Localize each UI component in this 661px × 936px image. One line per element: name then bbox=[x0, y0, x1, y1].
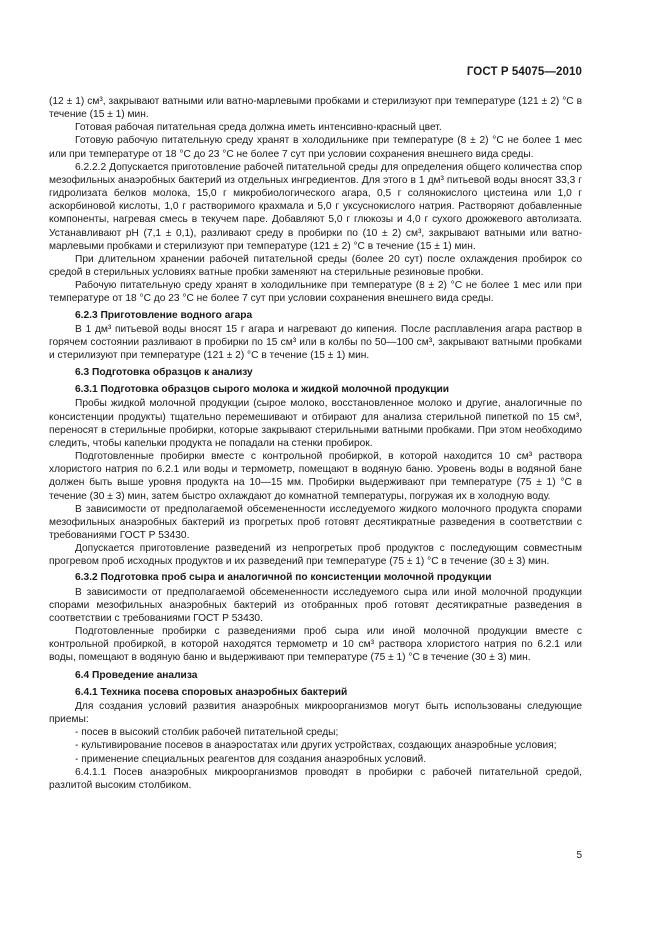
paragraph: - применение специальных реагентов для создания анаэробных условий. bbox=[75, 753, 427, 765]
paragraph: Пробы жидкой молочной продукции (сырое молоко, восстановленное молоко и другие, аналогичные по консистенции продукты) тщательно перемешивают и отбирают для анализа стерильной пипеткой по 15 см³, переносят в стерильные пробирки, которые закрывают стерильными ватными пробками. При этом необходимо следить, чтобы капельки продукта не попадали на стенки пробирок. bbox=[49, 398, 582, 449]
document-header: ГОСТ Р 54075—2010 bbox=[466, 66, 582, 78]
section-heading: 6.3.1 Подготовка образцов сырого молока и жидкой молочной продукции bbox=[75, 384, 450, 396]
section-heading: 6.2.3 Приготовление водного агара bbox=[75, 309, 253, 321]
paragraph: Подготовленные пробирки вместе с контрольной пробиркой, в которой находится 10 см³ раствора хлористого натрия по 6.2.1 или воды и термометр, помещают в водяную баню. Уровень воды в водяной бане должен быть выше уровня продукта на 10—15 мм. Пробирки выдерживают при температуре (75 ± 1) °С в течение (30 ± 3) мин, затем быстро охлаждают до комнатной температуры, погружая их в холодную воду. bbox=[49, 451, 582, 502]
section-heading: 6.4 Проведение анализа bbox=[75, 669, 198, 681]
paragraph: Готовая рабочая питательная среда должна иметь интенсивно-красный цвет. bbox=[75, 122, 442, 134]
section-heading: 6.3.2 Подготовка проб сыра и аналогичной по консистенции молочной продукции bbox=[75, 572, 492, 584]
paragraph: (12 ± 1) см³, закрывают ватными или ватно-марлевыми пробками и стерилизуют при температуре (121 ± 2) °С в течение (15 ± 1) мин. bbox=[49, 96, 582, 121]
paragraph: Готовую рабочую питательную среду хранят в холодильнике при температуре (8 ± 2) °С не более 1 мес или при температуре от 18 °С до 23 °С не более 7 сут при условии сохранения внешнего вида среды. bbox=[49, 135, 582, 160]
document-body bbox=[49, 95, 582, 792]
paragraph: В зависимости от предполагаемой обсемененности исследуемого жидкого молочного продукта спорами мезофильных анаэробных бактерий из прогретых проб готовят десятикратные разведения в соответствии с требованиями ГОСТ Р 53430. bbox=[49, 503, 582, 541]
paragraph: 6.2.2.2 Допускается приготовление рабочей питательной среды для определения общего количества спор мезофильных анаэробных бактерий из отдельных ингредиентов. Для этого в 1 дм³ питьевой воды вносят 33,3 г гидролизата белков молока, 15,0 г микробиологического агара, 0,5 г солянокислого цистеина или 1,0 г аскорбиновой кислоты, 1,0 г растворимого крахмала и 5,0 г уксуснокислого натрия. Растворяют добавленные компоненты, нагревая смесь в текучем паре. Добавляют 5,0 г глюкозы и 4,0 г сухого дрожжевого автолизата. Устанавливают рН (7,1 ± 0,1), разливают среду в пробирки по (10 ± 2) см³, закрывают ватными или ватно-марлевыми пробками и стерилизуют при температуре (121 ± 2) °С в течение (15 ± 1) мин. bbox=[49, 161, 582, 252]
paragraph: - культивирование посевов в анаэростатах или других устройствах, создающих анаэробные условия; bbox=[75, 740, 557, 752]
paragraph: Допускается приготовление разведений из непрогретых проб продуктов с последующим совместным прогревом проб исходных продуктов и их разведений при температуре (75 ± 1) °С в течение (30 ± 3) мин. bbox=[49, 543, 582, 568]
paragraph: В зависимости от предполагаемой обсемененности исследуемого сыра или иной молочной продукции спорами мезофильных анаэробных бактерий из отобранных проб готовят десятикратные разведения в соответствии с требованиями ГОСТ Р 53430. bbox=[49, 586, 582, 624]
paragraph: 6.4.1.1 Посев анаэробных микроорганизмов проводят в пробирки с рабочей питательной средой, разлитой высоким столбиком. bbox=[49, 766, 582, 791]
page-number: 5 bbox=[576, 850, 582, 861]
paragraph: При длительном хранении рабочей питательной среды (более 20 сут) после охлаждения пробирок со средой в стерильных условиях ватные пробки заменяют на стерильные резиновые пробки. bbox=[49, 253, 582, 279]
paragraph: - посев в высокий столбик рабочей питательной среды; bbox=[75, 727, 339, 739]
section-heading: 6.3 Подготовка образцов к анализу bbox=[75, 367, 253, 379]
paragraph: Для создания условий развития анаэробных микроорганизмов могут быть использованы следующие приемы: bbox=[49, 700, 582, 726]
section-heading: 6.4.1 Техника посева споровых анаэробных бактерий bbox=[75, 686, 348, 698]
paragraph: В 1 дм³ питьевой воды вносят 15 г агара и нагревают до кипения. После расплавления агара раствор в горячем состоянии разливают в пробирки по 15 см³ или в колбы по 50—100 см³, закрывают ватными пробками и стерилизуют при температуре (121 ± 2) °С в течение (15 ± 1) мин. bbox=[49, 323, 582, 361]
paragraph: Подготовленные пробирки с разведениями проб сыра или иной молочной продукции вместе с контрольной пробиркой, в которой находятся термометр и 10 см³ раствора хлористого натрия по 6.2.1 или воды, помещают в водяную баню и выдерживают при температуре (75 ± 1) °С в течение (30 ± 3) мин. bbox=[49, 626, 582, 664]
paragraph: Рабочую питательную среду хранят в холодильнике при температуре (8 ± 2) °С не более 1 мес или при температуре от 18 °С до 23 °С не более 7 сут при условии сохранения внешнего вида среды. bbox=[49, 280, 582, 305]
